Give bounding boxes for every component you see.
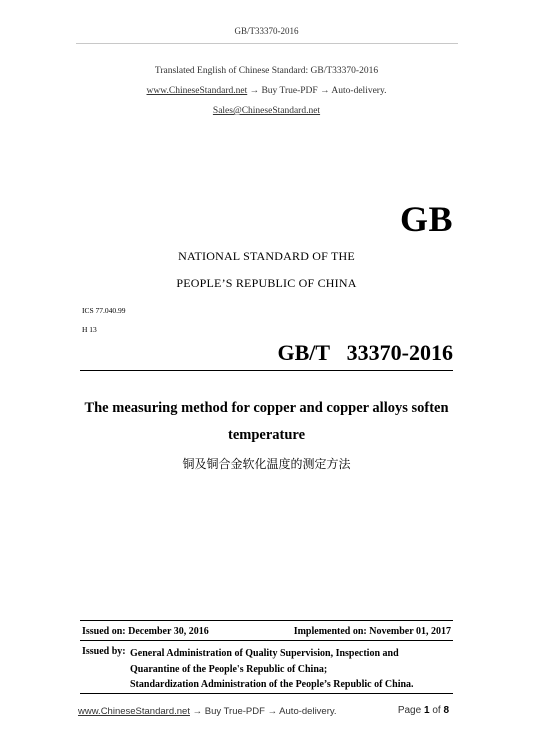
footer-link-line [78, 706, 337, 717]
footer-site-link[interactable]: www.ChineseStandard.net [78, 706, 190, 717]
issuer-bottom-rule [80, 693, 453, 694]
header-site-link[interactable]: www.ChineseStandard.net [146, 86, 248, 96]
page-indicator [398, 705, 449, 716]
issuer-line2: Quarantine of the People's Republic of China; [130, 663, 328, 675]
issuer-line1: General Administration of Quality Supervision, Inspection and [130, 648, 399, 659]
standard-number: GB/T 33370-2016 [277, 340, 453, 365]
header-email-line [0, 106, 533, 116]
header-link-line [0, 86, 533, 96]
header-divider [76, 43, 458, 44]
title-line2: temperature [227, 427, 306, 443]
gb-logo: GB [399, 199, 453, 239]
implemented-on-date: Implemented on: November 01, 2017 [293, 626, 451, 637]
issuer-line3: Standardization Administration of the People’s Republic of China. [130, 679, 414, 690]
ics-code: ICS 77.040.99 [82, 306, 126, 315]
issued-by-text [130, 646, 414, 693]
page-of: of [432, 705, 441, 716]
issued-on-date: Issued on: December 30, 2016 [82, 626, 209, 637]
national-standard-line1: NATIONAL STANDARD OF THE [178, 249, 355, 263]
page-label: Page [397, 705, 422, 716]
dates-bottom-rule [80, 640, 453, 641]
header-standard-code: GB/T33370-2016 [234, 26, 299, 36]
footer-buy-text: → Buy True-PDF → Auto-delivery. [189, 706, 337, 717]
title-line1: The measuring method for copper and copper alloys soften [84, 400, 449, 416]
translation-note: Translated English of Chinese Standard: GB/T33370-2016 [154, 66, 379, 76]
h-code: H 13 [82, 325, 97, 334]
title-chinese: 铜及铜合金软化温度的测定方法 [182, 457, 351, 471]
page-current: 1 [423, 705, 430, 716]
standard-number-rule [80, 370, 453, 371]
email-link[interactable]: Sales@ChineseStandard.net [212, 106, 321, 116]
issued-by-label: Issued by: [82, 646, 126, 657]
dates-top-rule [80, 620, 453, 621]
page-total: 8 [443, 705, 449, 716]
header-buy-text: → Buy True-PDF → Auto-delivery. [247, 86, 387, 96]
national-standard-line2: PEOPLE’S REPUBLIC OF CHINA [176, 276, 357, 290]
